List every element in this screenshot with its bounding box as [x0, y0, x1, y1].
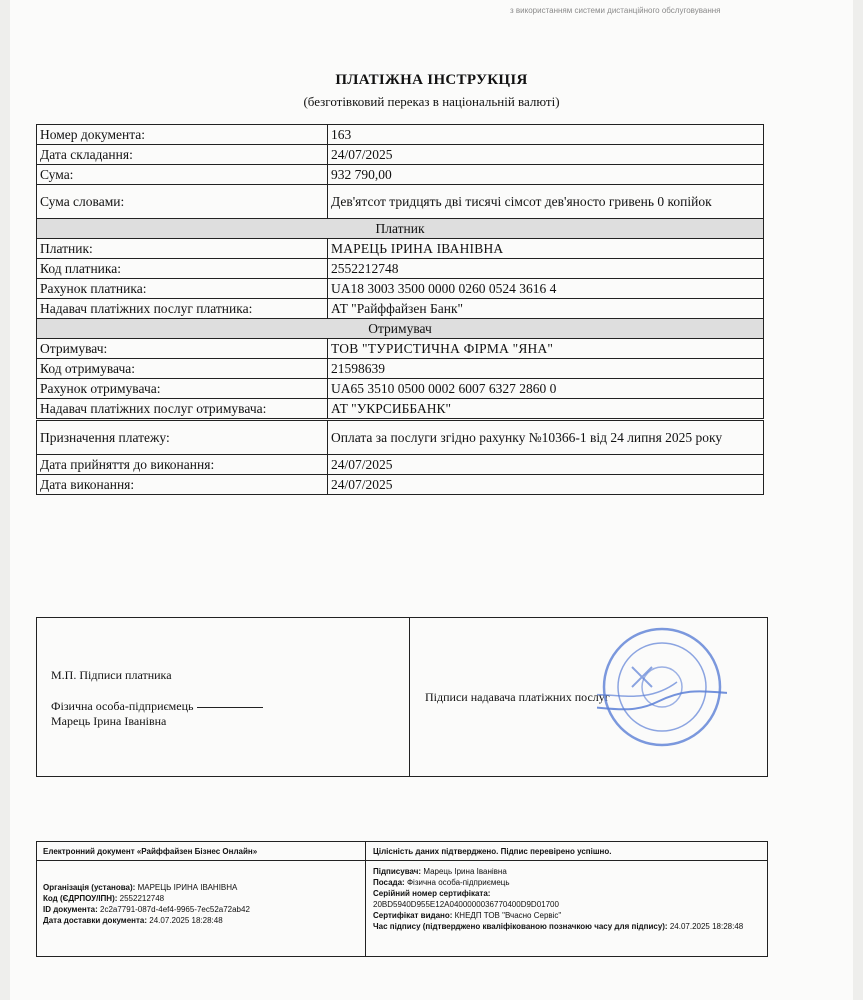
edoc-issuer [373, 910, 758, 921]
edoc-code [43, 893, 250, 904]
edoc-id-value: 2c2a7791-087d-4ef4-9965-7ec52a72ab42 [100, 905, 250, 914]
recipient-name: ТОВ "ТУРИСТИЧНА ФІРМА "ЯНА" [328, 339, 764, 359]
table-row [37, 455, 764, 475]
table-row [37, 279, 764, 299]
table-row [37, 475, 764, 495]
purpose-label: Призначення платежу: [37, 420, 328, 455]
edoc-header-right: Цілісність даних підтверджено. Підпис перевірено успішно. [373, 847, 612, 856]
accepted-date: 24/07/2025 [328, 455, 764, 475]
electronic-document-box [36, 841, 768, 957]
table-row [37, 379, 764, 399]
section-row [37, 219, 764, 239]
edoc-position-value: Фізична особа-підприємець [406, 878, 510, 887]
accepted-date-label: Дата прийняття до виконання: [37, 455, 328, 475]
amount-words-label: Сума словами: [37, 185, 328, 219]
recipient-code-label: Код отримувача: [37, 359, 328, 379]
signer-name: Марець Ірина Іванівна [51, 714, 167, 728]
doc-number-label: Номер документа: [37, 125, 328, 145]
payer-signatures-label: М.П. Підписи платника [51, 668, 172, 682]
edoc-delivery-label: Дата доставки документа: [43, 916, 148, 925]
edoc-column-divider [365, 842, 366, 956]
signer-role-text: Фізична особа-підприємець [51, 699, 194, 713]
payer-provider: АТ "Райффайзен Банк" [328, 299, 764, 319]
recipient-provider: АТ "УКРСИББАНК" [328, 399, 764, 420]
recipient-code: 21598639 [328, 359, 764, 379]
table-row [37, 259, 764, 279]
doc-number: 163 [328, 125, 764, 145]
payer-code: 2552212748 [328, 259, 764, 279]
table-row [37, 165, 764, 185]
edoc-delivery-value: 24.07.2025 18:28:48 [149, 916, 223, 925]
edoc-org [43, 882, 250, 893]
recipient-account-label: Рахунок отримувача: [37, 379, 328, 399]
edoc-serial-label: Серійний номер сертифіката: [373, 889, 491, 898]
executed-date: 24/07/2025 [328, 475, 764, 495]
edoc-position [373, 877, 758, 888]
edoc-issuer-label: Сертифікат видано: [373, 911, 453, 920]
payer-section-title: Платник [37, 219, 764, 239]
table-row [37, 359, 764, 379]
edoc-serial-value: 20BD5940D955E12A0400000036770400D9D01700 [373, 900, 559, 909]
table-row [37, 125, 764, 145]
table-row [37, 185, 764, 219]
edoc-header-left: Електронний документ «Райффайзен Бізнес Онлайн» [43, 847, 258, 856]
payer-account-label: Рахунок платника: [37, 279, 328, 299]
recipient-name-label: Отримувач: [37, 339, 328, 359]
edoc-time-label: Час підпису (підтверджено кваліфікованою позначкою часу для підпису): [373, 922, 668, 931]
top-note: з використанням системи дистанційного обслуговування [510, 6, 721, 15]
purpose: Оплата за послуги згідно рахунку №10366-1 від 24 липня 2025 року [328, 420, 764, 455]
edoc-id [43, 904, 250, 915]
recipient-provider-label: Надавач платіжних послуг отримувача: [37, 399, 328, 420]
document-subtitle: (безготівковий переказ в національній валюті) [303, 94, 560, 109]
payer-account: UA18 3003 3500 0000 0260 0524 3616 4 [328, 279, 764, 299]
edoc-signer-label: Підписувач: [373, 867, 422, 876]
date-created: 24/07/2025 [328, 145, 764, 165]
document-title: ПЛАТІЖНА ІНСТРУКЦІЯ [335, 72, 528, 88]
bank-stamp-icon [597, 622, 727, 752]
edoc-time [373, 921, 758, 932]
payer-name: МАРЕЦЬ ІРИНА ІВАНІВНА [328, 239, 764, 259]
executed-date-label: Дата виконання: [37, 475, 328, 495]
edoc-code-value: 2552212748 [119, 894, 165, 903]
payer-name-label: Платник: [37, 239, 328, 259]
table-row [37, 299, 764, 319]
table-row [37, 339, 764, 359]
payer-provider-label: Надавач платіжних послуг платника: [37, 299, 328, 319]
edoc-id-label: ID документа: [43, 905, 98, 914]
signatures-box [36, 617, 768, 777]
edoc-issuer-value: КНЕДП ТОВ "Вчасно Сервіс" [454, 911, 562, 920]
edoc-time-value: 24.07.2025 18:28:48 [669, 922, 744, 931]
edoc-right-details [373, 866, 758, 932]
signatures-divider [409, 618, 410, 776]
edoc-code-label: Код (ЄДРПОУ/ІПН): [43, 894, 118, 903]
signature-line [197, 707, 263, 708]
edoc-left-details [43, 882, 250, 926]
recipient-account: UA65 3510 0500 0002 6007 6327 2860 0 [328, 379, 764, 399]
table-row [37, 239, 764, 259]
table-row [37, 420, 764, 455]
edoc-org-value: МАРЕЦЬ ІРИНА ІВАНІВНА [137, 883, 238, 892]
signer-role [51, 699, 263, 714]
amount: 932 790,00 [328, 165, 764, 185]
edoc-org-label: Організація (установа): [43, 883, 136, 892]
table-row [37, 399, 764, 420]
amount-words: Дев'ятсот тридцять дві тисячі сімсот дев'яносто гривень 0 копійок [328, 185, 764, 219]
edoc-signer [373, 866, 758, 877]
edoc-position-label: Посада: [373, 878, 405, 887]
edoc-serial [373, 888, 758, 910]
payment-table [36, 124, 764, 495]
payer-code-label: Код платника: [37, 259, 328, 279]
table-row [37, 145, 764, 165]
recipient-section-title: Отримувач [37, 319, 764, 339]
section-row [37, 319, 764, 339]
bank-signatures-label: Підписи надавача платіжних послуг [425, 690, 610, 704]
edoc-signer-value: Марець Ірина Іванівна [423, 867, 507, 876]
date-created-label: Дата складання: [37, 145, 328, 165]
amount-label: Сума: [37, 165, 328, 185]
edoc-delivery [43, 915, 250, 926]
